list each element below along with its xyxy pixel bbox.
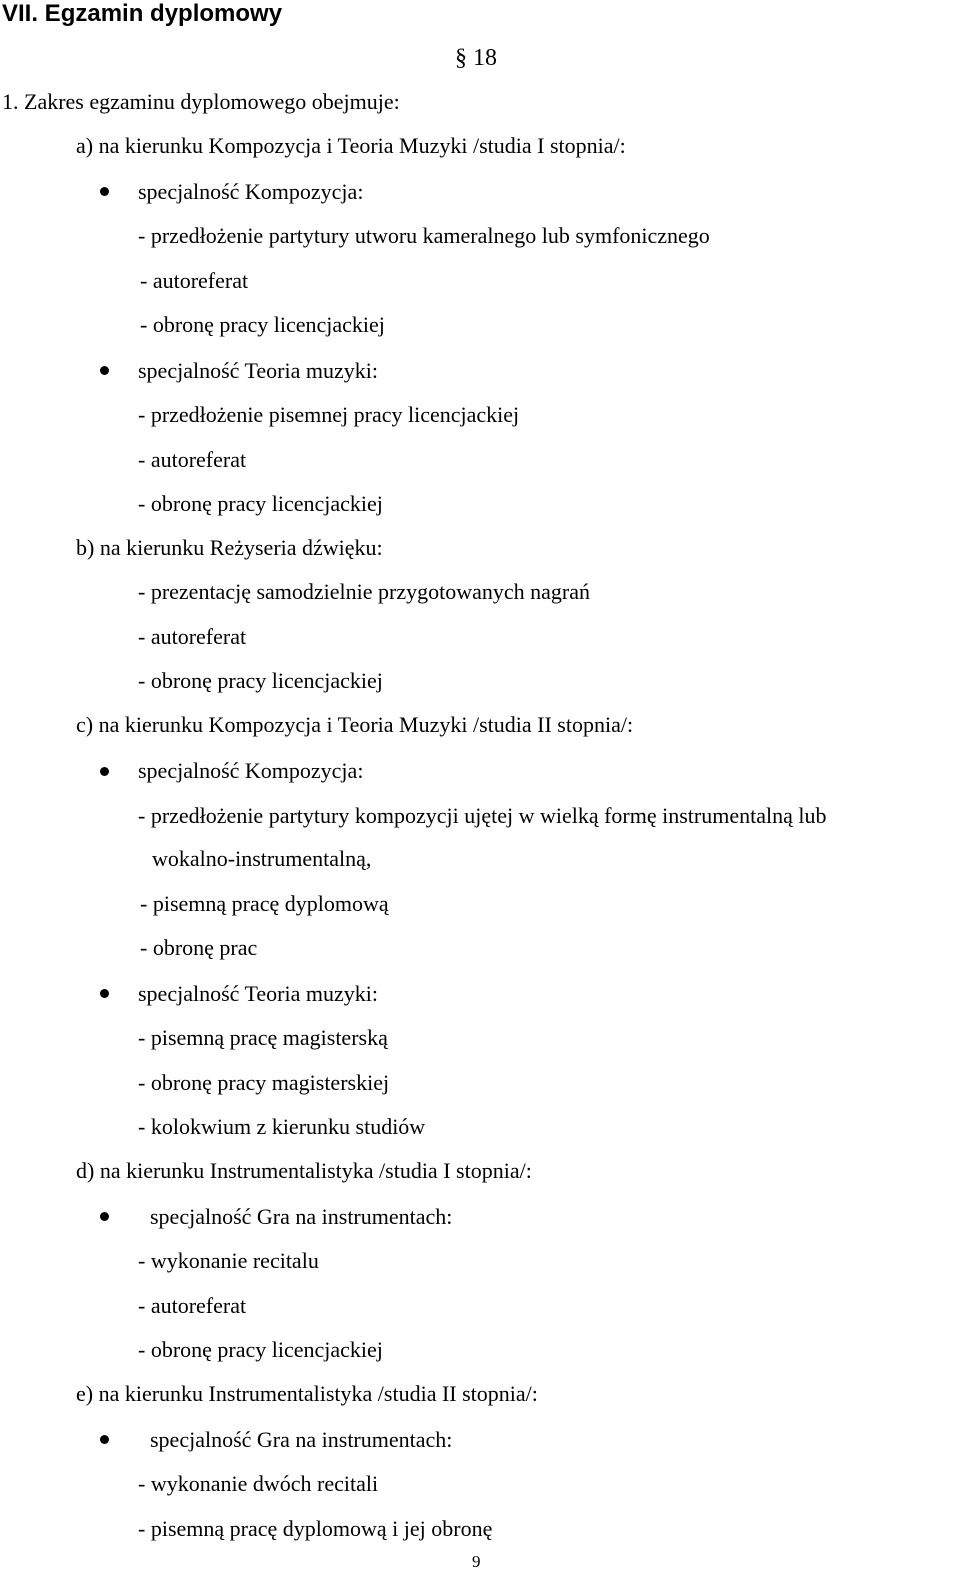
list-item: - kolokwium z kierunku studiów: [138, 1114, 426, 1139]
list-item: - obronę pracy licencjackiej: [138, 668, 383, 693]
list-item-e: e) na kierunku Instrumentalistyka /studia II stopnia/:: [76, 1381, 538, 1406]
list-item: - obronę pracy licencjackiej: [138, 491, 383, 516]
list-item: - przedłożenie partytury kompozycji ujętej w wielką formę instrumentalną lub: [138, 803, 827, 828]
list-item: - obronę pracy licencjackiej: [138, 1337, 383, 1362]
bullet-icon: [100, 187, 109, 196]
list-item-a: a) na kierunku Kompozycja i Teoria Muzyki /studia I stopnia/:: [76, 133, 626, 158]
list-item: - obronę prac: [140, 935, 258, 960]
list-item: - autoreferat: [138, 1293, 247, 1318]
list-item: - prezentację samodzielnie przygotowanych nagrań: [138, 579, 591, 604]
list-item: - wykonanie recitalu: [138, 1248, 319, 1273]
specialty-item: specjalność Gra na instrumentach:: [150, 1427, 453, 1452]
bullet-icon: [100, 1435, 109, 1444]
section-mark: § 18: [455, 45, 497, 71]
bullet-icon: [100, 366, 109, 375]
list-item-intro: 1. Zakres egzaminu dyplomowego obejmuje:: [2, 89, 400, 114]
specialty-item: specjalność Kompozycja:: [138, 758, 364, 783]
list-item: - autoreferat: [138, 447, 247, 472]
list-item: - obronę pracy magisterskiej: [138, 1070, 390, 1095]
list-item: - wykonanie dwóch recitali: [138, 1471, 379, 1496]
list-item-continuation: wokalno-instrumentalną,: [152, 846, 372, 871]
specialty-item: specjalność Teoria muzyki:: [138, 358, 378, 383]
bullet-icon: [100, 989, 109, 998]
list-item: - przedłożenie pisemnej pracy licencjackiej: [138, 402, 520, 427]
list-item-b: b) na kierunku Reżyseria dźwięku:: [76, 535, 383, 560]
list-item: - obronę pracy licencjackiej: [140, 312, 385, 337]
list-item: - autoreferat: [140, 268, 249, 293]
specialty-item: specjalność Gra na instrumentach:: [150, 1204, 453, 1229]
specialty-item: specjalność Teoria muzyki:: [138, 981, 378, 1006]
list-item: - pisemną pracę dyplomową: [140, 891, 389, 916]
list-item: - przedłożenie partytury utworu kameralnego lub symfonicznego: [138, 223, 710, 248]
bullet-icon: [100, 1212, 109, 1221]
list-item: - pisemną pracę magisterską: [138, 1025, 388, 1050]
chapter-heading: VII. Egzamin dyplomowy: [2, 0, 283, 27]
list-item-d: d) na kierunku Instrumentalistyka /studia I stopnia/:: [76, 1158, 532, 1183]
bullet-icon: [100, 767, 109, 776]
list-item: - pisemną pracę dyplomową i jej obronę: [138, 1516, 493, 1541]
specialty-item: specjalność Kompozycja:: [138, 179, 364, 204]
list-item-c: c) na kierunku Kompozycja i Teoria Muzyki /studia II stopnia/:: [76, 712, 634, 737]
page-number: 9: [472, 1552, 481, 1571]
list-item: - autoreferat: [138, 624, 247, 649]
